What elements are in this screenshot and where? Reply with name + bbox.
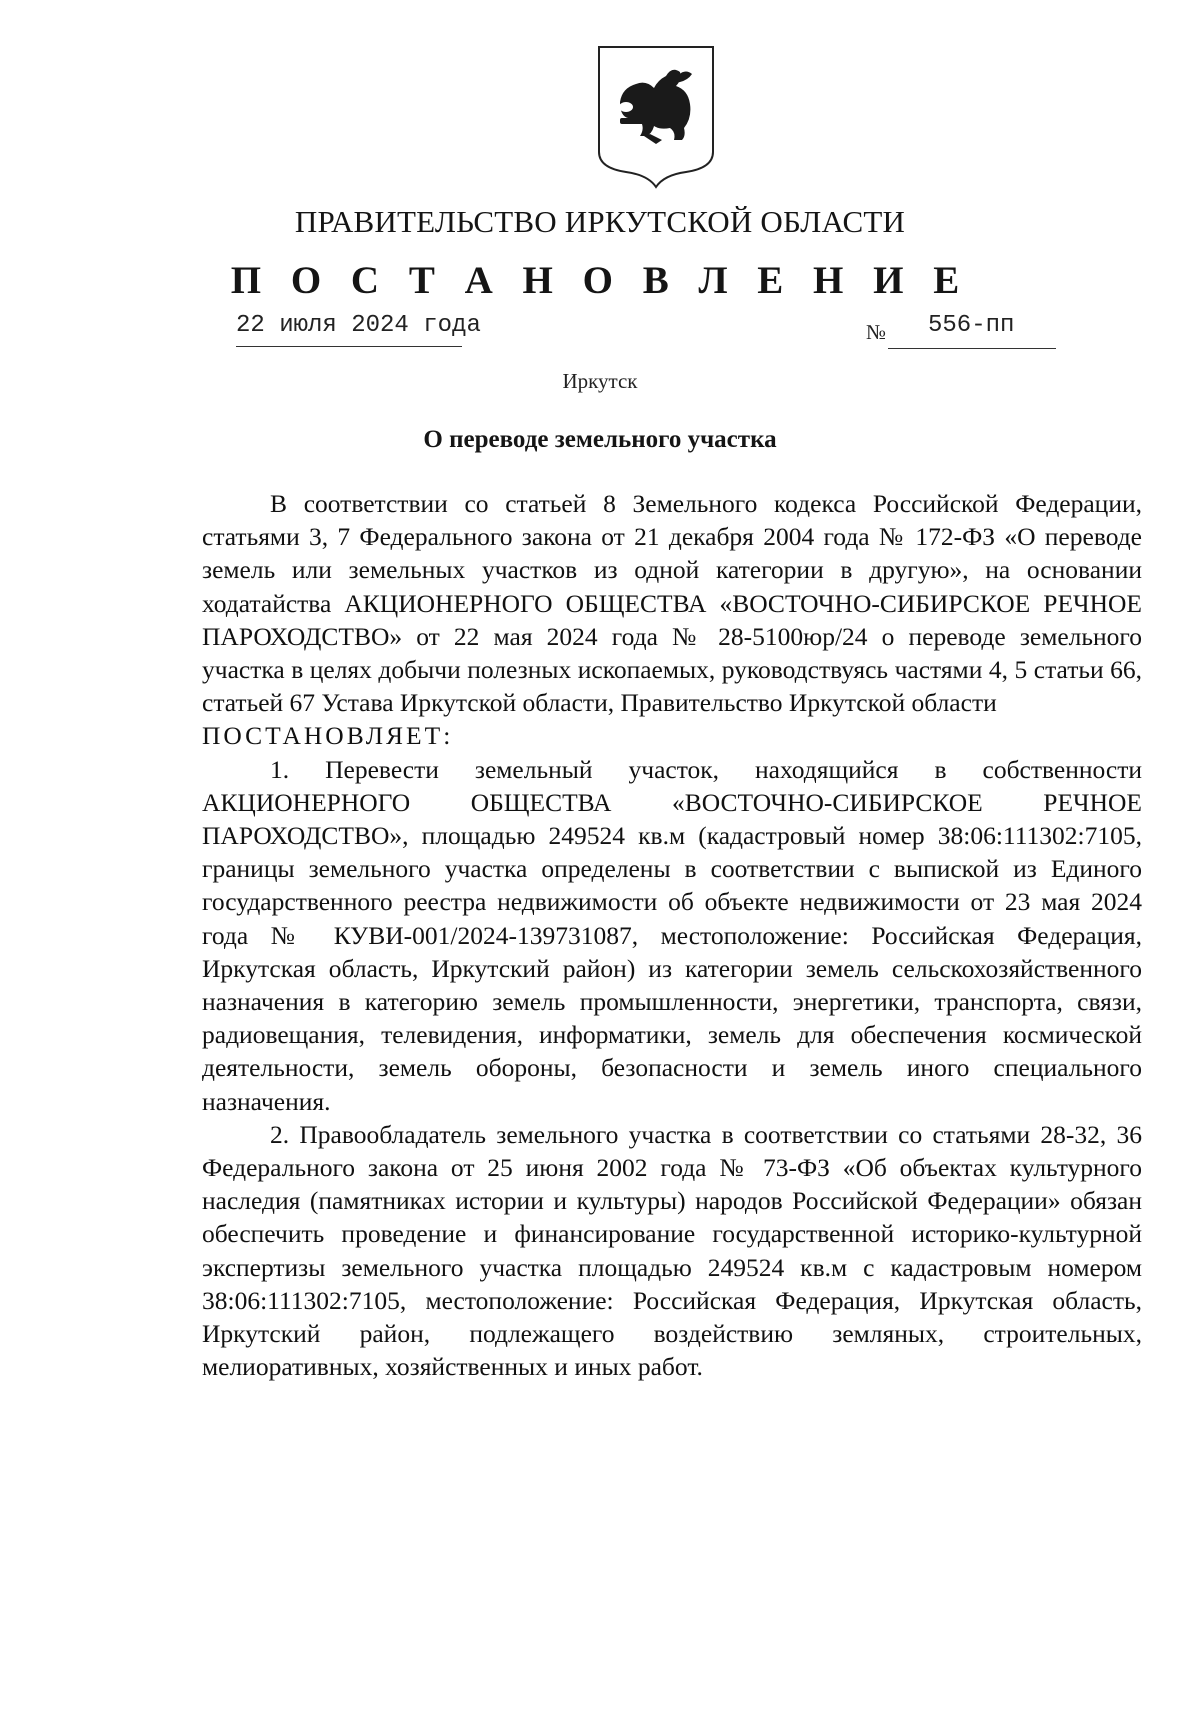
document-number: 556-пп <box>928 312 1015 339</box>
item-1-paragraph: 1. Перевести земельный участок, находящийся в собственности АКЦИОНЕРНОГО ОБЩЕСТВА «ВОСТОЧНО-СИБИРСКОЕ РЕЧНОЕ ПАРОХОДСТВО», площадью 249524 кв.м (кадастровый номер 38:06:111302:7105, границы земельного участка определены в соответствии с выпиской из Единого государственного реестра недвижимости об объекте недвижимости от 23 мая 2024 года № КУВИ-001/2024-139731087, местоположение: Российская Федерация, Иркутская область, Иркутский район) из категории земель сельскохозяйственного назначения в категорию земель промышленности, энергетики, транспорта, связи, радиовещания, телевидения, информатики, земель для обеспечения космической деятельности, земель обороны, безопасности и земель иного специального назначения. <box>202 754 1142 1116</box>
number-underline <box>888 348 1056 349</box>
date-underline <box>236 346 462 347</box>
organization-name: ПРАВИТЕЛЬСТВО ИРКУТСКОЙ ОБЛАСТИ <box>294 204 906 239</box>
document-title: О переводе земельного участка <box>423 426 777 453</box>
document-date: 22 июля 2024 года <box>236 312 481 339</box>
resolves-word: ПОСТАНОВЛЯЕТ: <box>202 721 454 751</box>
item-2-paragraph: 2. Правообладатель земельного участка в соответствии со статьями 28-32, 36 Федерального закона от 25 июня 2002 года № 73-ФЗ «Об объектах культурного наследия (памятниках истории и культуры) народов Российской Федерации» обязан обеспечить проведение и финансирование государственной историко-культурной экспертизы земельного участка площадью 249524 кв.м с кадастровым номером 38:06:111302:7105, местоположение: Российская Федерация, Иркутская область, Иркутский район, подлежащего воздействию земляных, строительных, мелиоративных, хозяйственных и иных работ. <box>202 1119 1142 1382</box>
number-sign: № <box>866 320 887 344</box>
document-city: Иркутск <box>562 369 638 393</box>
coat-of-arms-icon <box>596 44 716 190</box>
document-body <box>202 487 1142 1383</box>
preamble-paragraph: В соответствии со статьей 8 Земельного кодекса Российской Федерации, статьями 3, 7 Федерального закона от 21 декабря 2004 года № 172-ФЗ «О переводе земель или земельных участков из одной категории в другую», на основании ходатайства АКЦИОНЕРНОГО ОБЩЕСТВА «ВОСТОЧНО-СИБИРСКОЕ РЕЧНОЕ ПАРОХОДСТВО» от 22 мая 2024 года № 28-5100юр/24 о переводе земельного участка в целях добычи полезных ископаемых, руководствуясь частями 4, 5 статьи 66, статьей 67 Устава Иркутской области, Правительство Иркутской области <box>202 489 1142 718</box>
document-type: П О С Т А Н О В Л Е Н И Е <box>230 259 970 302</box>
